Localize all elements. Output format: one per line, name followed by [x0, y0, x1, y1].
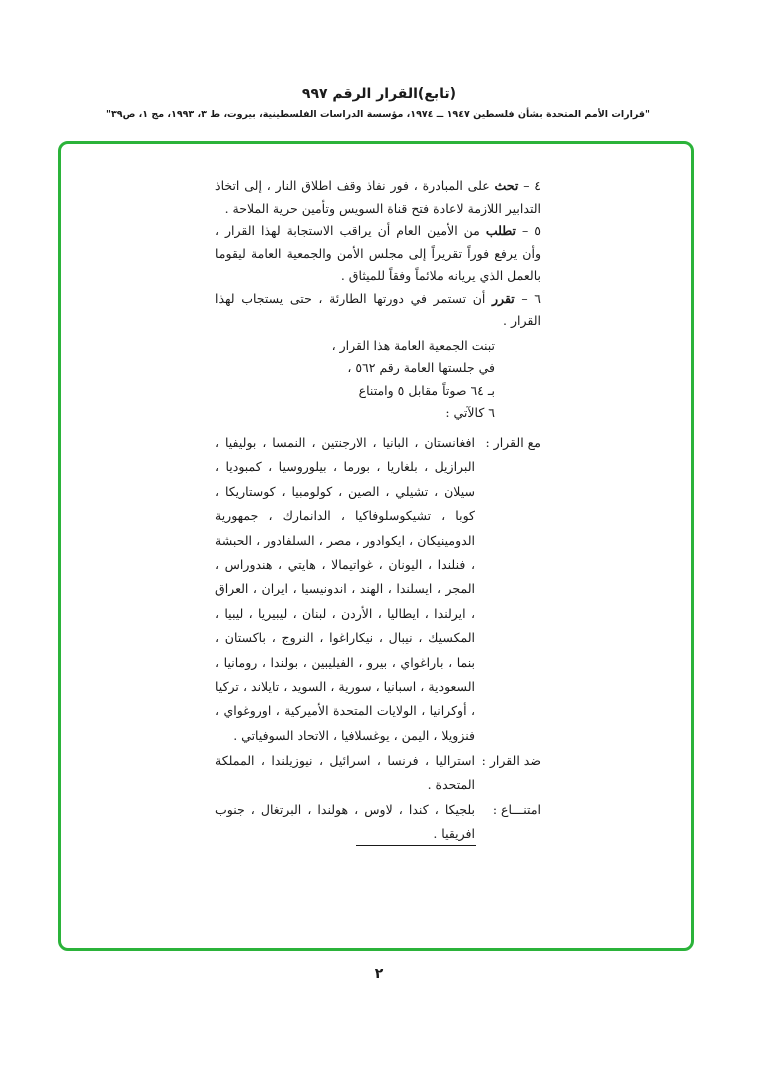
- paragraph-number: ٥ –: [522, 223, 541, 238]
- paragraph-5: [215, 220, 541, 288]
- adoption-line: بـ ٦٤ صوتاً مقابل ٥ وامتناع: [358, 382, 495, 398]
- votes-for: [215, 431, 541, 748]
- paragraph-keyword: تحث: [494, 178, 519, 193]
- adoption-line: ٦ كالآتي :: [445, 405, 495, 420]
- paragraph-number: ٦ –: [521, 290, 541, 306]
- votes-abstain-label: امتنـــاع :: [492, 802, 541, 817]
- votes-against-list: استراليا ، فرنسا ، اسرائيل ، نيوزيلندا ، المملكة المتحدة .: [215, 753, 475, 793]
- source-citation: "قرارات الأمم المتحدة بشأن فلسطين ١٩٤٧ ــ ١٩٧٤، مؤسسة الدراسات الفلسطينية، بيروت، ط ٣، ١٩٩٣، مج ١، ص٣٩": [106, 109, 650, 120]
- paragraph-keyword: تطلب: [485, 223, 517, 238]
- paragraph-6: [215, 288, 541, 333]
- votes-abstain-list: بلجيكا ، كندا ، لاوس ، هولندا ، البرتغال ، جنوب افريقيا .: [215, 802, 475, 842]
- end-rule: [356, 845, 476, 846]
- votes-against: [215, 749, 541, 798]
- paragraph-text: أن تستمر في دورتها الطارئة ، حتى يستجاب لهذا القرار .: [215, 290, 541, 328]
- paragraph-4: [215, 175, 541, 220]
- page-title: (تابع)القرار الرقم ٩٩٧: [301, 86, 457, 102]
- page-number: ٢: [374, 966, 384, 982]
- votes-for-label: مع القرار :: [485, 435, 541, 450]
- votes-abstain: [215, 798, 541, 847]
- paragraph-keyword: تقرر: [492, 290, 515, 306]
- votes-against-label: ضد القرار :: [481, 753, 541, 768]
- adoption-record: [285, 335, 541, 425]
- resolution-body: [215, 175, 541, 425]
- adoption-line: في جلستها العامة رقم ٥٦٢ ،: [347, 360, 495, 375]
- paragraph-number: ٤ –: [523, 178, 541, 193]
- adoption-line: تبنت الجمعية العامة هذا القرار ،: [331, 337, 495, 353]
- paragraph-text: على المبادرة ، فور نفاذ وقف اطلاق النار ، إلى اتخاذ التدابير اللازمة لاعادة فتح قناة السويس وتأمين حرية الملاحة .: [215, 178, 541, 216]
- paragraph-text: من الأمين العام أن يراقب الاستجابة لهذا القرار ، وأن يرفع فوراً تقريراً إلى مجلس الأمن والجمعية العامة ليقوما بالعمل الذي يريانه ملائماً وفقاً للميثاق .: [215, 223, 541, 283]
- votes-for-list: افغانستان ، البانيا ، الارجنتين ، النمسا ، بوليفيا ، البرازيل ، بلغاريا ، بورما ، بيلوروسيا ، كمبوديا ، سيلان ، تشيلي ، الصين ، كولومبيا ، كوستاريكا ، كوبا ، تشيكوسلوفاكيا ، الدانمارك ، جمهورية الدومينيكان ، ايكوادور ، مصر ، السلفادور ، الحبشة ، فنلندا ، اليونان ، غواتيمالا ، هايتي ، هندوراس ، المجر ، ايسلندا ، الهند ، اندونيسيا ، ايران ، العراق ، ايرلندا ، ايطاليا ، الأردن ، لبنان ، ليبيريا ، ليبيا ، المكسيك ، نيبال ، نيكاراغوا ، النروج ، باكستان ، بنما ، باراغواي ، بيرو ، الفيليبين ، بولندا ، رومانيا ، السعودية ، اسبانيا ، سورية ، السويد ، تايلاند ، تركيا ، أوكرانيا ، الولايات المتحدة الأميركية ، اوروغواي ، فنزويلا ، اليمن ، يوغسلافيا ، الاتحاد السوفياتي .: [215, 435, 475, 743]
